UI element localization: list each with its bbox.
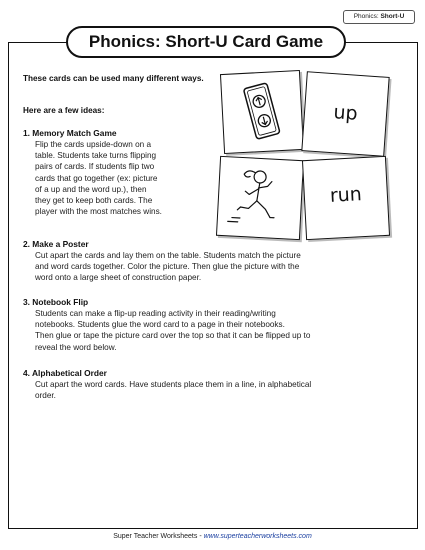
word-card-up [301, 71, 389, 157]
body-line: player with the most matches wins. [35, 207, 162, 217]
body-line: and word cards together. Color the picture. Then glue the picture with the [35, 262, 300, 272]
word-card-run-text: run [329, 183, 363, 207]
body-line: Cut apart the cards and lay them on the table. Students match the picture [35, 251, 301, 260]
section-title-memory-match: 1. Memory Match Game [23, 128, 117, 138]
subject-tag [343, 10, 415, 24]
body-line: cards that go together (ex: picture [35, 173, 158, 183]
section-title-make-poster: 2. Make a Poster [23, 239, 89, 249]
elevator-buttons-icon [221, 71, 303, 153]
word-card-up-text: up [332, 101, 359, 125]
section-body-notebook-flip [35, 308, 310, 353]
subject-tag-label: Phonics: [353, 13, 379, 20]
footer-url-link[interactable]: www.superteacherworksheets.com [203, 533, 312, 540]
section-body-memory-match [35, 139, 162, 217]
running-girl-icon [217, 157, 303, 239]
intro-text: These cards can be used many different ways. [23, 74, 204, 83]
section-title-notebook-flip: 3. Notebook Flip [23, 297, 89, 307]
body-line: pairs of cards. If students flip two [35, 162, 155, 172]
body-line: notebooks. Students glue the word card to a page in their notebooks. [35, 320, 285, 330]
page-title: Phonics: Short-U Card Game [66, 26, 346, 58]
body-line: of a up and the word up.), then [35, 184, 147, 194]
body-line: word onto a large sheet of construction paper. [35, 273, 202, 283]
section-title-alphabetical-order: 4. Alphabetical Order [23, 368, 107, 378]
body-line: Flip the cards upside-down on a [35, 140, 152, 149]
ideas-heading: Here are a few ideas: [23, 106, 105, 115]
body-line: table. Students take turns flipping [35, 151, 157, 161]
picture-card-run [216, 156, 304, 240]
body-line: Students can make a flip-up reading activity in their reading/writing [35, 309, 276, 318]
footer-separator: - [197, 533, 204, 540]
section-body-alphabetical-order [35, 379, 311, 401]
body-line: Cut apart the word cards. Have students place them in a line, in alphabetical [35, 380, 312, 389]
body-line: they get to keep both cards. The [35, 196, 153, 206]
page-footer [0, 533, 425, 540]
picture-card-up [220, 70, 304, 154]
body-line: order. [35, 391, 56, 401]
word-card-run [302, 156, 390, 240]
section-body-make-poster [35, 250, 301, 284]
subject-tag-topic: Short-U [380, 13, 405, 20]
body-line: reveal the word below. [35, 342, 117, 352]
body-line: Then glue or tape the picture card over the top so that it can be flipped up to [35, 331, 311, 341]
footer-brand: Super Teacher Worksheets [113, 533, 198, 540]
